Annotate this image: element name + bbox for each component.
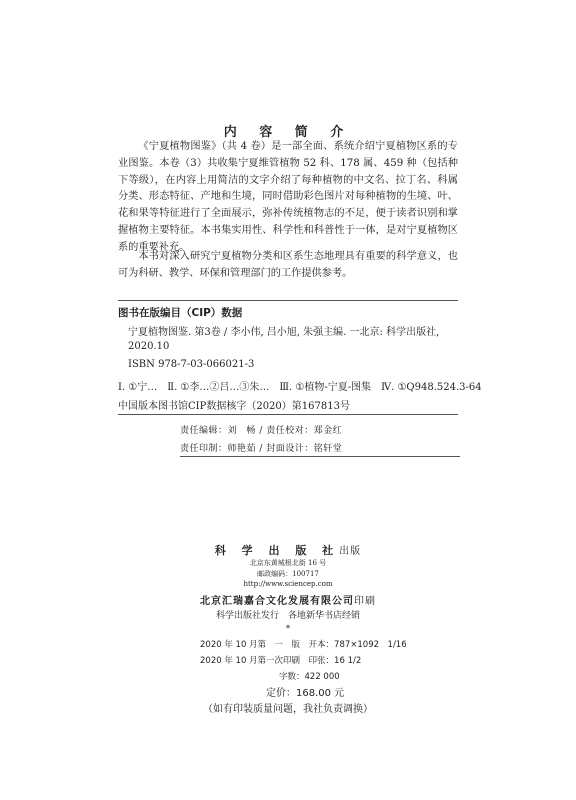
publisher-name-text: 科 学 出 版 社: [214, 544, 340, 557]
cip-date-line: 2020.10: [128, 341, 170, 352]
printer-suffix: 印刷: [354, 596, 376, 607]
intro-paragraph-1: 《宁夏植物图鉴》（共 4 卷）是一部全面、系统介绍宁夏植物区系的专业图鉴。本卷（3）共收集宁夏维管植物 52 科、178 属、459 种（包括种下等级），在内容上用简洁的文字介绍了每种植物的中文名、拉丁名、科属分类、形态特征、产地和生境，同时借助彩色图片对每种植物的生境、叶、花和果等特征进行了全面展示，弥补传统植物志的不足，便于读者识别和掌握植物主要特征。本书集实用性、科学性和科普性于一体，是对宁夏植物区系的重要补充。: [118, 141, 458, 253]
cip-heading: 图书在版编目（CIP）数据: [118, 307, 243, 319]
cip-isbn: ISBN 978-7-03-066021-3: [128, 359, 255, 370]
cip-record-number: 中国版本图书馆CIP数据核字（2020）第167813号: [118, 401, 350, 412]
printer-line: [0, 592, 576, 607]
credits-rule: [180, 456, 460, 457]
distribution-line: 科学出版社发行 各地新华书店经销: [215, 611, 360, 621]
intro-paragraph-2: 本书对深入研究宁夏植物分类和区系生态地理具有重要的科学意义，也可为科研、教学、环保和管理部门的工作提供参考。: [118, 251, 458, 279]
price: 定价：168.00 元: [266, 688, 345, 699]
cip-classification: Ⅰ. ①宁… Ⅱ. ①李…②吕…③朱… Ⅲ. ①植物-宁夏-图集 Ⅳ. ①Q948.524.3-64: [118, 382, 482, 393]
edition-line: 2020 年 10 月第 一 版 开本：787×1092 1/16: [200, 640, 407, 650]
credits-print-line: 责任印制：师艳茹 / 封面设计：铭轩堂: [180, 444, 343, 454]
cip-title-line: 宁夏植物图鉴. 第3卷 / 李小伟, 吕小旭, 朱强主编. 一北京: 科学出版社,: [128, 327, 440, 338]
publisher-url: http://www.sciencep.com: [243, 580, 333, 588]
publisher-name-suffix: 出版: [339, 546, 362, 557]
credits-editor-line: 责任编辑：刘 畅 / 责任校对：郑金红: [180, 426, 343, 436]
publisher-postcode: 邮政编码：100717: [257, 570, 319, 578]
word-count: 字数：422 000: [279, 672, 340, 682]
printing-line: 2020 年 10 月第一次印刷 印张：16 1/2: [200, 656, 362, 666]
quality-notice: （如有印装质量问题，我社负责调换）: [203, 704, 373, 715]
cip-top-rule: [118, 300, 458, 301]
cip-bottom-rule: [118, 414, 458, 415]
separator-star: *: [285, 624, 291, 634]
publisher-address: 北京东黄城根北街 16 号: [249, 559, 327, 567]
printer-name: 北京汇瑞嘉合文化发展有限公司: [200, 596, 354, 607]
section-title: 内 容 简 介: [223, 125, 353, 140]
publisher-name: [0, 542, 576, 558]
